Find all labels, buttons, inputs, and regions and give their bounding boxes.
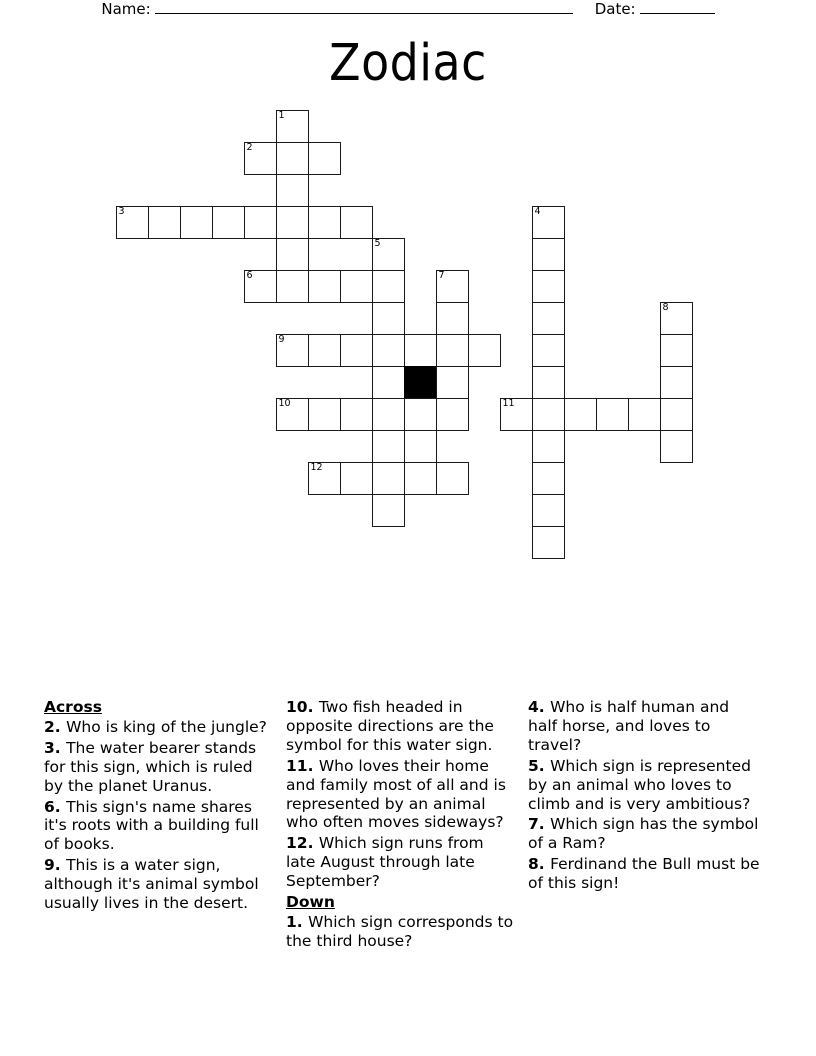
clue-text: Which sign has the symbol of a Ram? [528, 815, 759, 853]
grid-cell-blocked [404, 366, 437, 399]
clue-number: 9. [44, 856, 67, 875]
clue-number: 12. [286, 834, 319, 853]
clue-item [286, 757, 514, 833]
grid-cell[interactable] [532, 398, 565, 431]
grid-cell[interactable] [404, 334, 437, 367]
grid-cell[interactable] [244, 142, 277, 175]
grid-cell[interactable] [660, 398, 693, 431]
grid-cell[interactable] [660, 334, 693, 367]
grid-cell[interactable] [404, 462, 437, 495]
grid-cell[interactable] [372, 398, 405, 431]
clue-text: Two fish headed in opposite directions are the symbol for this water sign. [286, 698, 494, 754]
grid-cell[interactable] [308, 398, 341, 431]
grid-cell[interactable] [244, 206, 277, 239]
grid-clue-number: 8 [662, 302, 669, 313]
grid-clue-number: 7 [438, 270, 445, 281]
grid-cell[interactable] [532, 366, 565, 399]
grid-cell[interactable] [596, 398, 629, 431]
across-heading: Across [44, 698, 102, 716]
grid-cell[interactable] [500, 398, 533, 431]
grid-cell[interactable] [308, 206, 341, 239]
clue-number: 1. [286, 912, 309, 931]
grid-cell[interactable] [532, 238, 565, 271]
clue-text: Which sign corresponds to the third house? [286, 912, 514, 950]
grid-cell[interactable] [308, 334, 341, 367]
grid-cell[interactable] [340, 398, 373, 431]
clue-text: Who is half human and half horse, and loves to travel? [528, 698, 730, 754]
clue-text: Who is king of the jungle? [66, 717, 267, 736]
grid-cell[interactable] [116, 206, 149, 239]
clue-text: Which sign is represented by an animal who loves to climb and is very ambitious? [528, 756, 751, 813]
grid-cell[interactable] [276, 334, 309, 367]
grid-clue-number: 6 [246, 270, 253, 281]
grid-cell[interactable] [340, 270, 373, 303]
clue-item [286, 698, 514, 755]
grid-clue-number: 1 [278, 110, 285, 121]
clue-number: 11. [286, 756, 319, 775]
clue-text: Ferdinand the Bull must be of this sign! [528, 855, 760, 893]
grid-cell[interactable] [212, 206, 245, 239]
grid-clue-number: 9 [278, 334, 285, 345]
grid-cell[interactable] [532, 526, 565, 559]
clue-number: 10. [286, 698, 319, 716]
grid-cell[interactable] [532, 462, 565, 495]
grid-cell[interactable] [372, 270, 405, 303]
grid-clue-number: 11 [502, 398, 515, 409]
clue-text: Who loves their home and family most of all and is represented by an animal who often moves sideways? [286, 756, 506, 832]
grid-cell[interactable] [308, 142, 341, 175]
grid-cell[interactable] [628, 398, 661, 431]
grid-cell[interactable] [660, 302, 693, 335]
grid-cell[interactable] [564, 398, 597, 431]
grid-cell[interactable] [404, 430, 437, 463]
grid-clue-number: 3 [118, 206, 125, 217]
grid-cell[interactable] [276, 398, 309, 431]
clue-text: This is a water sign, although it's animal symbol usually lives in the desert. [44, 856, 259, 913]
grid-cell[interactable] [340, 334, 373, 367]
grid-cell[interactable] [436, 302, 469, 335]
grid-cell[interactable] [660, 366, 693, 399]
grid-cell[interactable] [404, 398, 437, 431]
grid-clue-number: 2 [246, 142, 253, 153]
grid-cell[interactable] [436, 270, 469, 303]
grid-cell[interactable] [532, 206, 565, 239]
grid-cell[interactable] [436, 366, 469, 399]
grid-cell[interactable] [468, 334, 501, 367]
clue-item [286, 834, 514, 891]
grid-cell[interactable] [436, 462, 469, 495]
grid-cell[interactable] [532, 494, 565, 527]
grid-cell[interactable] [372, 366, 405, 399]
clue-number: 3. [44, 738, 67, 757]
name-label: Name: [101, 0, 151, 18]
grid-cell[interactable] [372, 494, 405, 527]
clue-item [528, 855, 760, 893]
date-label: Date: [594, 0, 636, 18]
grid-cell[interactable] [372, 334, 405, 367]
grid-cell[interactable] [372, 238, 405, 271]
clue-number: 5. [528, 756, 551, 775]
grid-cell[interactable] [244, 270, 277, 303]
clue-text: This sign's name shares it's roots with a building full of books. [44, 797, 259, 854]
clue-item [528, 815, 760, 853]
grid-cell[interactable] [340, 462, 373, 495]
grid-cell[interactable] [532, 334, 565, 367]
clues-column-middle [286, 698, 528, 953]
clue-text: Which sign runs from late August through late September? [286, 834, 484, 891]
grid-cell[interactable] [148, 206, 181, 239]
clues-column-left [44, 698, 286, 915]
grid-clue-number: 10 [278, 398, 291, 409]
clues-column-right [528, 698, 760, 895]
clue-item [286, 913, 514, 951]
clue-number: 8. [528, 855, 551, 874]
grid-cell[interactable] [276, 270, 309, 303]
clue-item [528, 757, 760, 814]
clue-item [44, 718, 272, 737]
grid-cell[interactable] [276, 142, 309, 175]
down-heading: Down [286, 893, 335, 912]
grid-cell[interactable] [436, 334, 469, 367]
grid-clue-number: 12 [310, 462, 323, 473]
clue-number: 7. [528, 815, 551, 834]
grid-cell[interactable] [308, 270, 341, 303]
grid-cell[interactable] [276, 110, 309, 143]
grid-cell[interactable] [372, 302, 405, 335]
grid-cell[interactable] [276, 174, 309, 207]
grid-cell[interactable] [340, 206, 373, 239]
clues-area [44, 698, 772, 998]
grid-cell[interactable] [532, 430, 565, 463]
grid-cell[interactable] [660, 430, 693, 463]
grid-cell[interactable] [436, 398, 469, 431]
grid-cell[interactable] [276, 206, 309, 239]
clue-number: 2. [44, 717, 67, 736]
clue-text: The water bearer stands for this sign, which is ruled by the planet Uranus. [44, 738, 257, 795]
clue-number: 6. [44, 797, 67, 816]
clue-item [528, 698, 760, 755]
grid-cell[interactable] [532, 270, 565, 303]
clue-item [44, 739, 272, 796]
grid-clue-number: 4 [534, 206, 541, 217]
grid-clue-number: 5 [374, 238, 381, 249]
clue-item [44, 856, 272, 913]
grid-cell[interactable] [180, 206, 213, 239]
clue-number: 4. [528, 698, 551, 716]
grid-cell[interactable] [308, 462, 341, 495]
grid-cell[interactable] [532, 302, 565, 335]
page-title: Zodiac [329, 34, 487, 93]
grid-cell[interactable] [372, 462, 405, 495]
clue-item [44, 798, 272, 855]
grid-cell[interactable] [276, 238, 309, 271]
grid-cell[interactable] [372, 430, 405, 463]
